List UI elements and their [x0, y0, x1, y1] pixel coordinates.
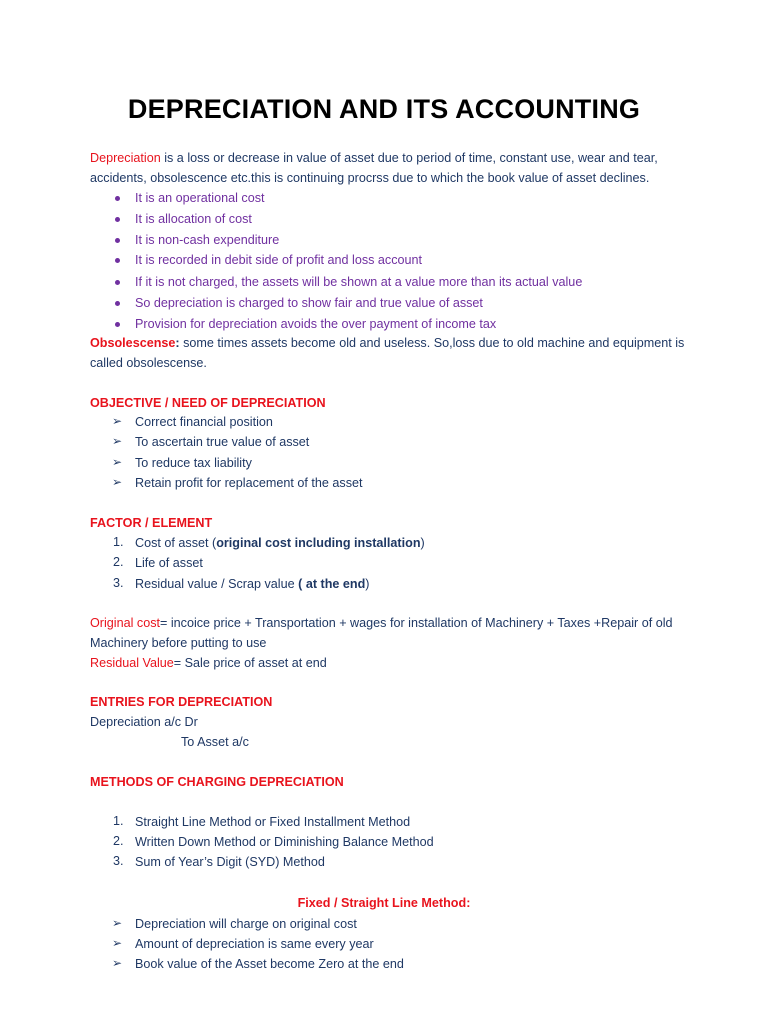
list-item: Depreciation will charge on original cost	[135, 917, 357, 931]
list-item: Amount of depreciation is same every year	[135, 937, 374, 951]
journal-credit: To Asset a/c	[181, 735, 249, 749]
factor-heading: FACTOR / ELEMENT	[90, 516, 213, 530]
residual-value-line	[90, 655, 327, 671]
page-title: DEPRECIATION AND ITS ACCOUNTING	[127, 94, 641, 124]
residual-value-term: Residual Value	[90, 656, 174, 670]
original-cost-text: = incoice price + Transportation + wages for installation of Machinery + Taxes +Repair of old	[160, 616, 673, 630]
bullet-icon	[115, 301, 120, 306]
list-item: To reduce tax liability	[135, 456, 252, 470]
item-text: )	[365, 577, 370, 591]
obsolescense-text-1: some times assets become old and useless. So,loss due to old machine and equipment is	[179, 336, 685, 350]
list-item: Retain profit for replacement of the asset	[135, 476, 363, 490]
item-text: )	[420, 536, 425, 550]
original-cost-term: Original cost	[90, 616, 160, 630]
list-item: To ascertain true value of asset	[135, 435, 310, 449]
bullet-icon	[115, 196, 120, 201]
list-item: If it is not charged, the assets will be shown at a value more than its actual value	[135, 275, 583, 289]
list-item: Straight Line Method or Fixed Installment Method	[135, 815, 411, 829]
objective-heading: OBJECTIVE / NEED OF DEPRECIATION	[90, 396, 326, 410]
list-item: Correct financial position	[135, 415, 273, 429]
bullet-icon	[115, 238, 120, 243]
list-number: 1.	[113, 535, 124, 549]
original-cost-line-1	[90, 615, 673, 631]
list-item: Sum of Year’s Digit (SYD) Method	[135, 855, 325, 869]
list-item: Provision for depreciation avoids the over payment of income tax	[135, 317, 497, 331]
list-number: 1.	[113, 814, 124, 828]
item-text: Cost of asset (	[135, 536, 217, 550]
item-text: Residual value / Scrap value	[135, 577, 299, 591]
list-item	[135, 535, 425, 551]
item-bold-text: ( at the end	[298, 577, 366, 591]
residual-value-text: = Sale price of asset at end	[173, 656, 327, 670]
bullet-icon	[115, 258, 120, 263]
list-number: 2.	[113, 834, 124, 848]
obsolescense-line-1	[90, 335, 684, 351]
obsolescense-term: Obsolescense	[90, 336, 176, 350]
list-item	[135, 555, 203, 571]
intro-line-2: accidents, obsolescence etc.this is continuing procrss due to which the book value of asset declines.	[90, 171, 650, 185]
arrow-bullet-icon: ➢	[112, 455, 123, 469]
bullet-icon	[115, 217, 120, 222]
arrow-bullet-icon: ➢	[112, 956, 123, 970]
arrow-bullet-icon: ➢	[112, 414, 123, 428]
list-item: So depreciation is charged to show fair and true value of asset	[135, 296, 483, 310]
journal-debit: Depreciation a/c Dr	[90, 715, 198, 729]
obsolescense-line-2: called obsolescense.	[90, 356, 207, 370]
bullet-icon	[115, 322, 120, 327]
bullet-icon	[115, 280, 120, 285]
straight-line-heading: Fixed / Straight Line Method:	[297, 896, 471, 910]
list-number: 3.	[113, 576, 124, 590]
item-text: Life of asset	[135, 556, 203, 570]
entries-heading: ENTRIES FOR DEPRECIATION	[90, 695, 273, 709]
list-item	[135, 576, 370, 592]
list-number: 2.	[113, 555, 124, 569]
list-item: It is non-cash expenditure	[135, 233, 280, 247]
list-number: 3.	[113, 854, 124, 868]
arrow-bullet-icon: ➢	[112, 434, 123, 448]
list-item: It is recorded in debit side of profit and loss account	[135, 253, 423, 267]
arrow-bullet-icon: ➢	[112, 936, 123, 950]
original-cost-line-2: Machinery before putting to use	[90, 636, 267, 650]
methods-heading: METHODS OF CHARGING DEPRECIATION	[90, 775, 344, 789]
depreciation-term: Depreciation	[90, 151, 161, 165]
arrow-bullet-icon: ➢	[112, 475, 123, 489]
intro-text-1: is a loss or decrease in value of asset due to period of time, constant use, wear and tear,	[160, 151, 658, 165]
list-item: Book value of the Asset become Zero at the end	[135, 957, 404, 971]
list-item: Written Down Method or Diminishing Balance Method	[135, 835, 434, 849]
list-item: It is an operational cost	[135, 191, 265, 205]
list-item: It is allocation of cost	[135, 212, 252, 226]
obsolescense-colon: :	[175, 336, 180, 350]
intro-line-1	[90, 150, 658, 166]
arrow-bullet-icon: ➢	[112, 916, 123, 930]
item-bold-text: original cost including installation	[216, 536, 421, 550]
